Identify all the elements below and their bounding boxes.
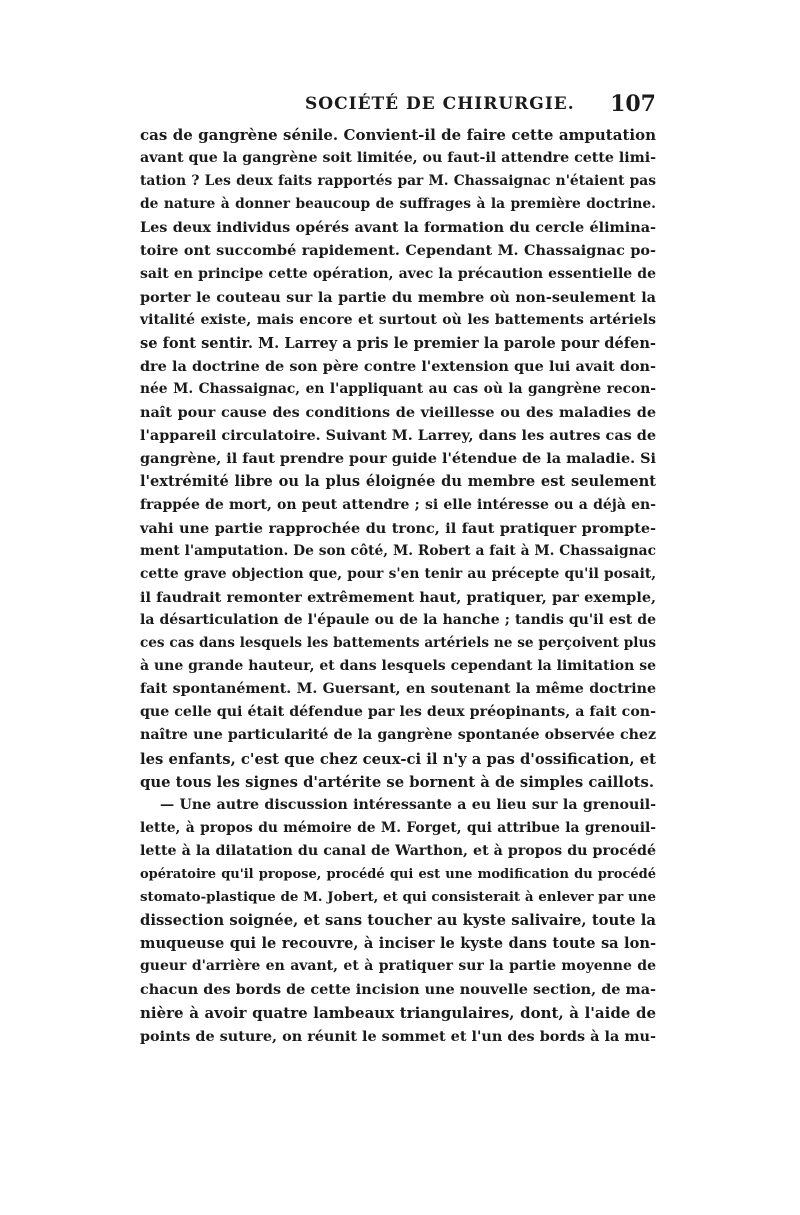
text-line: il faudrait remonter extrêmement haut, pratiquer, par exemple, bbox=[140, 588, 656, 606]
text-line: se font sentir. M. Larrey a pris le premier la parole pour défen- bbox=[140, 334, 656, 352]
text-line: gangrène, il faut prendre pour guide l'étendue de la maladie. Si bbox=[140, 450, 656, 468]
text-line: dissection soignée, et sans toucher au kyste salivaire, toute la bbox=[140, 912, 656, 930]
text-line: stomato-plastique de M. Jobert, et qui consisterait à enlever par une bbox=[140, 889, 656, 906]
text-line: nière à avoir quatre lambeaux triangulaires, dont, à l'aide de bbox=[140, 1003, 656, 1022]
text-line: porter le couteau sur la partie du membre où non-seulement la bbox=[140, 288, 656, 306]
text-line: vahi une partie rapprochée du tronc, il faut pratiquer prompte- bbox=[140, 519, 656, 537]
text-line: que tous les signes d'artérite se bornent à de simples caillots. bbox=[140, 773, 655, 791]
text-line: cas de gangrène sénile. Convient-il de faire cette amputation bbox=[140, 126, 656, 144]
text-line: née M. Chassaignac, en l'appliquant au cas où la gangrène recon- bbox=[140, 381, 656, 398]
text-line: l'appareil circulatoire. Suivant M. Larrey, dans les autres cas de bbox=[140, 427, 656, 445]
text-line: tation ? Les deux faits rapportés par M. Chassaignac n'étaient pas bbox=[140, 173, 656, 190]
text-line: gueur d'arrière en avant, et à pratiquer sur la partie moyenne de bbox=[140, 958, 656, 975]
text-line: lette, à propos du mémoire de M. Forget, qui attribue la grenouil- bbox=[140, 819, 656, 836]
text-line: points de suture, on réunit le sommet et l'un des bords à la mu- bbox=[140, 1027, 656, 1045]
text-line: fait spontanément. M. Guersant, en soutenant la même doctrine bbox=[140, 681, 656, 698]
running-title: SOCIÉTÉ DE CHIRURGIE. bbox=[305, 94, 575, 114]
text-line: dre la doctrine de son père contre l'extension que lui avait don- bbox=[140, 357, 656, 375]
text-line: chacun des bords de cette incision une nouvelle section, de ma- bbox=[140, 981, 656, 999]
text-line: naître une particularité de la gangrène spontanée observée chez bbox=[140, 727, 656, 744]
text-line: ment l'amputation. De son côté, M. Robert a fait à M. Chassaignac bbox=[140, 542, 656, 559]
text-line: que celle qui était défendue par les deux préopinants, a fait con- bbox=[140, 704, 656, 721]
text-line: ces cas dans lesquels les battements artériels ne se perçoivent plus bbox=[140, 635, 656, 652]
page-header bbox=[140, 91, 656, 122]
text-line: l'extrémité libre ou la plus éloignée du membre est seulement bbox=[140, 473, 656, 491]
text-line: de nature à donner beaucoup de suffrages à la première doctrine. bbox=[140, 196, 656, 213]
text-line: Les deux individus opérés avant la formation du cercle élimina- bbox=[140, 219, 656, 237]
text-line: muqueuse qui le recouvre, à inciser le kyste dans toute sa lon- bbox=[140, 935, 656, 953]
page-number: 107 bbox=[610, 91, 656, 117]
text-line: lette à la dilatation du canal de Warthon, et à propos du procédé bbox=[140, 842, 656, 859]
text-line: toire ont succombé rapidement. Cependant M. Chassaignac po- bbox=[140, 242, 656, 260]
text-line: sait en principe cette opération, avec la précaution essentielle de bbox=[140, 265, 656, 282]
text-line: naît pour cause des conditions de vieillesse ou des maladies de bbox=[140, 404, 656, 422]
text-line: avant que la gangrène soit limitée, ou faut-il attendre cette limi- bbox=[140, 150, 656, 167]
text-line: opératoire qu'il propose, procédé qui est une modification du procédé bbox=[140, 867, 656, 882]
body-text bbox=[140, 124, 656, 1048]
text-line: cette grave objection que, pour s'en tenir au précepte qu'il posait, bbox=[140, 565, 656, 582]
text-line: frappée de mort, on peut attendre ; si elle intéresse ou a déjà en- bbox=[140, 496, 656, 513]
text-line: — Une autre discussion intéressante a eu lieu sur la grenouil- bbox=[160, 796, 656, 813]
text-line: les enfants, c'est que chez ceux-ci il n'y a pas d'ossification, et bbox=[140, 750, 656, 768]
text-line: vitalité existe, mais encore et surtout où les battements artériels bbox=[140, 311, 656, 328]
text-line: à une grande hauteur, et dans lesquels cependant la limitation se bbox=[140, 658, 656, 675]
text-line: la désarticulation de l'épaule ou de la hanche ; tandis qu'il est de bbox=[140, 611, 656, 628]
